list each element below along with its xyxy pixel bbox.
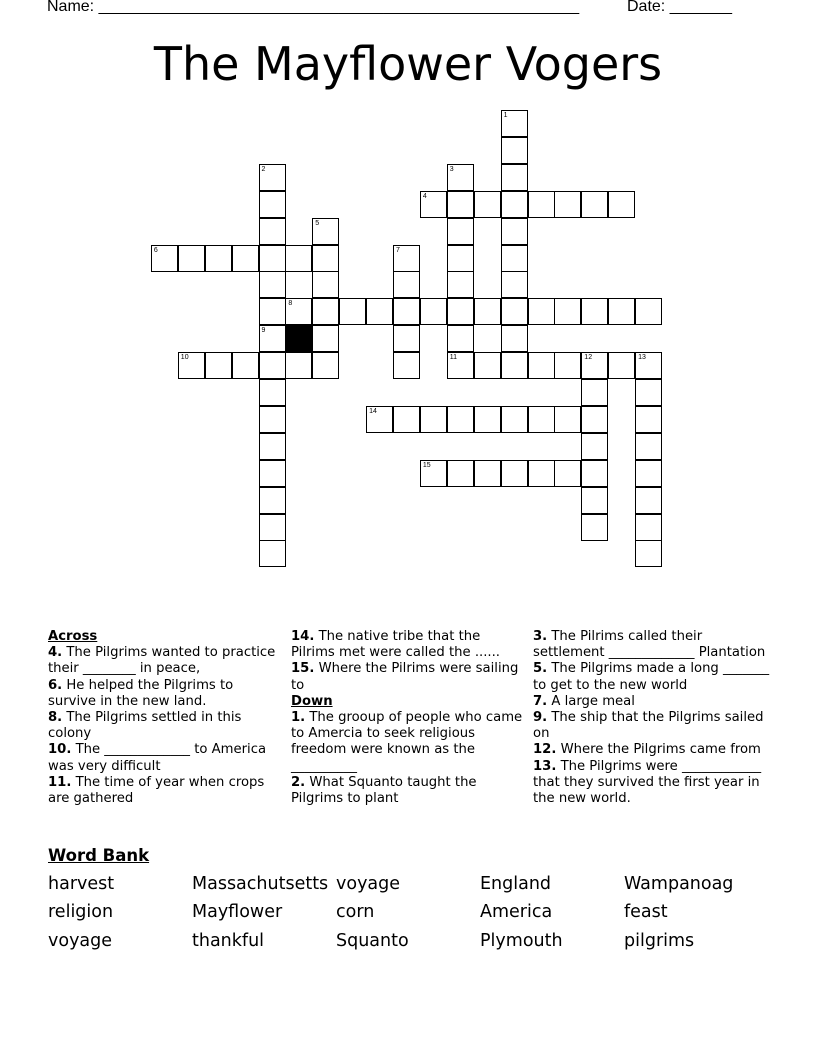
crossword-cell[interactable] bbox=[393, 245, 420, 272]
crossword-cell[interactable] bbox=[501, 137, 528, 164]
crossword-cell[interactable] bbox=[635, 352, 662, 379]
clue-item-text: The native tribe that the Pilrims met were called the ...... bbox=[291, 629, 500, 661]
word-bank-title: Word Bank bbox=[48, 846, 150, 865]
word-bank-word: religion bbox=[48, 902, 114, 922]
crossword-cell[interactable] bbox=[339, 298, 366, 325]
clue-item-text: The Pilgrims made a long _______ to get to the new world bbox=[533, 661, 770, 693]
crossword-cell[interactable] bbox=[259, 460, 286, 487]
crossword-cell[interactable] bbox=[528, 191, 555, 218]
crossword-cell[interactable] bbox=[312, 271, 339, 298]
clue-item-number: 1. bbox=[291, 710, 306, 726]
crossword-cell[interactable] bbox=[393, 298, 420, 325]
clue-number: 11 bbox=[449, 354, 458, 362]
clue-item-number: 8. bbox=[48, 710, 63, 726]
clue-number: 9 bbox=[261, 327, 266, 335]
crossword-cell[interactable] bbox=[393, 325, 420, 352]
word-bank-word: corn bbox=[336, 902, 375, 922]
crossword-cell[interactable] bbox=[232, 352, 259, 379]
clue-item bbox=[533, 742, 773, 758]
crossword-cell[interactable] bbox=[420, 298, 447, 325]
crossword-cell[interactable] bbox=[501, 245, 528, 272]
clue-item-number: 9. bbox=[533, 710, 548, 726]
clue-number: 7 bbox=[396, 246, 400, 254]
clue-item-text: The Pilgrims settled in this colony bbox=[48, 710, 242, 742]
word-bank-word: America bbox=[480, 902, 553, 922]
word-bank-word: Wampanoag bbox=[624, 874, 734, 894]
clue-item-number: 6. bbox=[48, 677, 63, 693]
clue-column-1 bbox=[48, 629, 280, 807]
crossword-cell[interactable] bbox=[420, 460, 447, 487]
crossword-cell[interactable] bbox=[474, 460, 501, 487]
crossword-cell[interactable] bbox=[312, 352, 339, 379]
crossword-cell[interactable] bbox=[635, 540, 662, 567]
clue-number: 2 bbox=[261, 165, 266, 173]
clue-number: 12 bbox=[584, 354, 593, 362]
clue-number: 6 bbox=[153, 246, 158, 254]
clue-section-heading: Across bbox=[48, 629, 98, 644]
crossword-cell[interactable] bbox=[232, 245, 259, 272]
crossword-cell[interactable] bbox=[178, 245, 205, 272]
crossword-cell[interactable] bbox=[447, 325, 474, 352]
crossword-cell[interactable] bbox=[474, 352, 501, 379]
clue-item bbox=[291, 710, 525, 775]
crossword-cell[interactable] bbox=[447, 460, 474, 487]
clue-item bbox=[533, 759, 773, 808]
crossword-cell[interactable] bbox=[447, 271, 474, 298]
clue-item bbox=[48, 775, 280, 807]
clue-number: 8 bbox=[288, 300, 293, 308]
word-bank-word: England bbox=[480, 874, 552, 894]
clue-item-number: 15. bbox=[291, 661, 315, 677]
crossword-cell[interactable] bbox=[474, 298, 501, 325]
crossword-cell[interactable] bbox=[259, 352, 286, 379]
clue-column-2 bbox=[291, 629, 525, 807]
crossword-cell[interactable] bbox=[312, 218, 339, 245]
crossword-cell[interactable] bbox=[420, 406, 447, 433]
crossword-cell[interactable] bbox=[259, 406, 286, 433]
clue-item-number: 11. bbox=[48, 774, 72, 790]
clue-item-text: He helped the Pilgrims to survive in the new land. bbox=[48, 677, 234, 709]
word-bank-word: Squanto bbox=[336, 931, 409, 951]
clue-item-number: 12. bbox=[533, 742, 557, 758]
clue-item-text: What Squanto taught the Pilgrims to plant bbox=[291, 774, 477, 807]
clue-item-number: 13. bbox=[533, 758, 557, 774]
word-bank-word: voyage bbox=[48, 931, 113, 951]
crossword-cell[interactable] bbox=[581, 379, 608, 406]
crossword-cell[interactable] bbox=[447, 406, 474, 433]
clue-item-number: 7. bbox=[533, 693, 548, 709]
clue-item-text: Where the Pilrims were sailing to bbox=[291, 661, 519, 693]
clue-item-text: The Pilgrims wanted to practice their ________ in peace, bbox=[48, 645, 276, 677]
crossword-cell[interactable] bbox=[501, 298, 528, 325]
clue-item-number: 4. bbox=[48, 645, 63, 661]
clue-item bbox=[291, 629, 525, 661]
crossword-cell[interactable] bbox=[178, 352, 205, 379]
crossword-cell[interactable] bbox=[501, 352, 528, 379]
crossword-cell[interactable] bbox=[528, 460, 555, 487]
word-bank-word: voyage bbox=[336, 874, 401, 894]
crossword-cell[interactable] bbox=[501, 406, 528, 433]
crossword-cell[interactable] bbox=[528, 406, 555, 433]
word-bank-word: Plymouth bbox=[480, 931, 563, 951]
crossword-cell[interactable] bbox=[635, 406, 662, 433]
crossword-cell[interactable] bbox=[447, 245, 474, 272]
crossword-cell[interactable] bbox=[581, 352, 608, 379]
crossword-cell[interactable] bbox=[259, 487, 286, 514]
crossword-cell[interactable] bbox=[259, 164, 286, 191]
clue-number: 13 bbox=[638, 354, 646, 362]
crossword-cell[interactable] bbox=[635, 433, 662, 460]
crossword-cell[interactable] bbox=[501, 460, 528, 487]
crossword-cell[interactable] bbox=[366, 298, 393, 325]
clue-item-number: 5. bbox=[533, 661, 548, 677]
crossword-cell[interactable] bbox=[474, 406, 501, 433]
crossword-cell[interactable] bbox=[259, 298, 286, 325]
crossword-cell[interactable] bbox=[528, 352, 555, 379]
clue-item bbox=[533, 710, 773, 742]
crossword-cell[interactable] bbox=[474, 191, 501, 218]
clue-item-number: 10. bbox=[48, 742, 72, 758]
clue-item bbox=[48, 645, 280, 677]
crossword-cell[interactable] bbox=[501, 271, 528, 298]
clue-item-text: The _____________ to America was very difficult bbox=[48, 742, 267, 774]
crossword-cell[interactable] bbox=[635, 460, 662, 487]
clue-item bbox=[533, 661, 773, 693]
clue-number: 5 bbox=[315, 219, 320, 227]
clue-item bbox=[291, 775, 525, 807]
crossword-cell[interactable] bbox=[366, 406, 393, 433]
crossword-cell[interactable] bbox=[259, 271, 286, 298]
crossword-cell[interactable] bbox=[608, 352, 635, 379]
crossword-cell[interactable] bbox=[447, 352, 474, 379]
crossword-cell[interactable] bbox=[581, 433, 608, 460]
clue-item bbox=[291, 661, 525, 693]
clue-item-text: The Pilrims called their settlement _____________ Plantation bbox=[533, 629, 766, 661]
clue-item-text: The time of year when crops are gathered bbox=[48, 774, 265, 807]
clue-item bbox=[48, 710, 280, 742]
crossword-cell[interactable] bbox=[285, 245, 312, 272]
crossword-cell[interactable] bbox=[259, 325, 286, 352]
crossword-cell[interactable] bbox=[312, 298, 339, 325]
crossword-cell[interactable] bbox=[501, 110, 528, 137]
clue-number: 1 bbox=[503, 112, 508, 119]
crossword-cell[interactable] bbox=[259, 514, 286, 541]
clue-item-text: The ship that the Pilgrims sailed on bbox=[533, 710, 764, 742]
clue-number: 10 bbox=[180, 354, 189, 362]
clue-item bbox=[533, 629, 773, 661]
crossword-cell[interactable] bbox=[581, 487, 608, 514]
crossword-cell[interactable] bbox=[447, 218, 474, 245]
crossword-cell[interactable] bbox=[554, 352, 581, 379]
date-field-label: Date: _______ bbox=[627, 0, 732, 15]
crossword-cell[interactable] bbox=[285, 352, 312, 379]
crossword-cell[interactable] bbox=[393, 271, 420, 298]
clue-item-text: A large meal bbox=[547, 693, 635, 709]
crossword-cell[interactable] bbox=[554, 298, 581, 325]
page-title: The Mayflower Vogers bbox=[153, 37, 663, 91]
crossword-cell[interactable] bbox=[393, 406, 420, 433]
crossword-cell[interactable] bbox=[447, 191, 474, 218]
crossword-cell[interactable] bbox=[259, 379, 286, 406]
crossword-cell[interactable] bbox=[581, 406, 608, 433]
crossword-cell[interactable] bbox=[635, 514, 662, 541]
clue-item bbox=[48, 742, 280, 774]
crossword-cell[interactable] bbox=[205, 352, 232, 379]
clue-number: 15 bbox=[422, 461, 431, 469]
crossword-cell[interactable] bbox=[635, 487, 662, 514]
crossword-cell[interactable] bbox=[581, 298, 608, 325]
crossword-cell[interactable] bbox=[581, 514, 608, 541]
crossword-cell[interactable] bbox=[528, 298, 555, 325]
clue-number: 3 bbox=[449, 165, 454, 173]
clue-item-text: Where the Pilgrims came from bbox=[556, 742, 761, 758]
crossword-cell[interactable] bbox=[259, 245, 286, 272]
crossword-cell[interactable] bbox=[635, 379, 662, 406]
crossword-cell[interactable] bbox=[151, 245, 178, 272]
clue-column-3 bbox=[533, 629, 773, 807]
clue-number: 4 bbox=[422, 192, 427, 200]
crossword-cell[interactable] bbox=[501, 325, 528, 352]
crossword-cell[interactable] bbox=[259, 540, 286, 567]
crossword-cell[interactable] bbox=[554, 191, 581, 218]
crossword-cell[interactable] bbox=[447, 164, 474, 191]
name-field-label: Name: ______________________________________________________ bbox=[47, 0, 580, 15]
word-bank-word: Massachutsetts bbox=[192, 874, 329, 894]
clue-item-number: 2. bbox=[291, 774, 306, 790]
crossword-cell[interactable] bbox=[259, 433, 286, 460]
crossword-cell[interactable] bbox=[259, 191, 286, 218]
clue-item-number: 14. bbox=[291, 629, 315, 644]
word-bank-word: feast bbox=[624, 902, 668, 922]
crossword-cell[interactable] bbox=[312, 325, 339, 352]
crossword-cell[interactable] bbox=[205, 245, 232, 272]
clue-item-number: 3. bbox=[533, 629, 548, 644]
crossword-cell[interactable] bbox=[393, 352, 420, 379]
crossword-cell[interactable] bbox=[447, 298, 474, 325]
crossword-cell[interactable] bbox=[554, 460, 581, 487]
crossword-cell[interactable] bbox=[501, 218, 528, 245]
crossword-cell[interactable] bbox=[581, 191, 608, 218]
clue-item-text: The Pilgrims were ____________ that they survived the first year in the new world. bbox=[533, 758, 762, 807]
crossword-cell[interactable] bbox=[501, 164, 528, 191]
crossword-cell[interactable] bbox=[312, 245, 339, 272]
word-bank-word: harvest bbox=[48, 874, 115, 894]
word-bank-word: Mayflower bbox=[192, 902, 283, 922]
clue-item bbox=[48, 678, 280, 710]
clue-number: 14 bbox=[369, 407, 377, 415]
word-bank-word: pilgrims bbox=[624, 931, 695, 951]
crossword-cell[interactable] bbox=[608, 298, 635, 325]
crossword-cell[interactable] bbox=[608, 191, 635, 218]
crossword-cell[interactable] bbox=[501, 191, 528, 218]
clue-item bbox=[533, 694, 773, 710]
crossword-black-cell bbox=[285, 325, 312, 352]
crossword-cell[interactable] bbox=[285, 298, 312, 325]
crossword-cell[interactable] bbox=[581, 460, 608, 487]
crossword-cell[interactable] bbox=[635, 298, 662, 325]
crossword-cell[interactable] bbox=[420, 191, 447, 218]
crossword-cell[interactable] bbox=[554, 406, 581, 433]
clue-section-heading: Down bbox=[291, 693, 333, 709]
word-bank-word: thankful bbox=[192, 931, 265, 951]
crossword-cell[interactable] bbox=[259, 218, 286, 245]
clue-item-text: The grooup of people who came to Amercia to seek religious freedom were known as the __________ bbox=[291, 710, 523, 774]
